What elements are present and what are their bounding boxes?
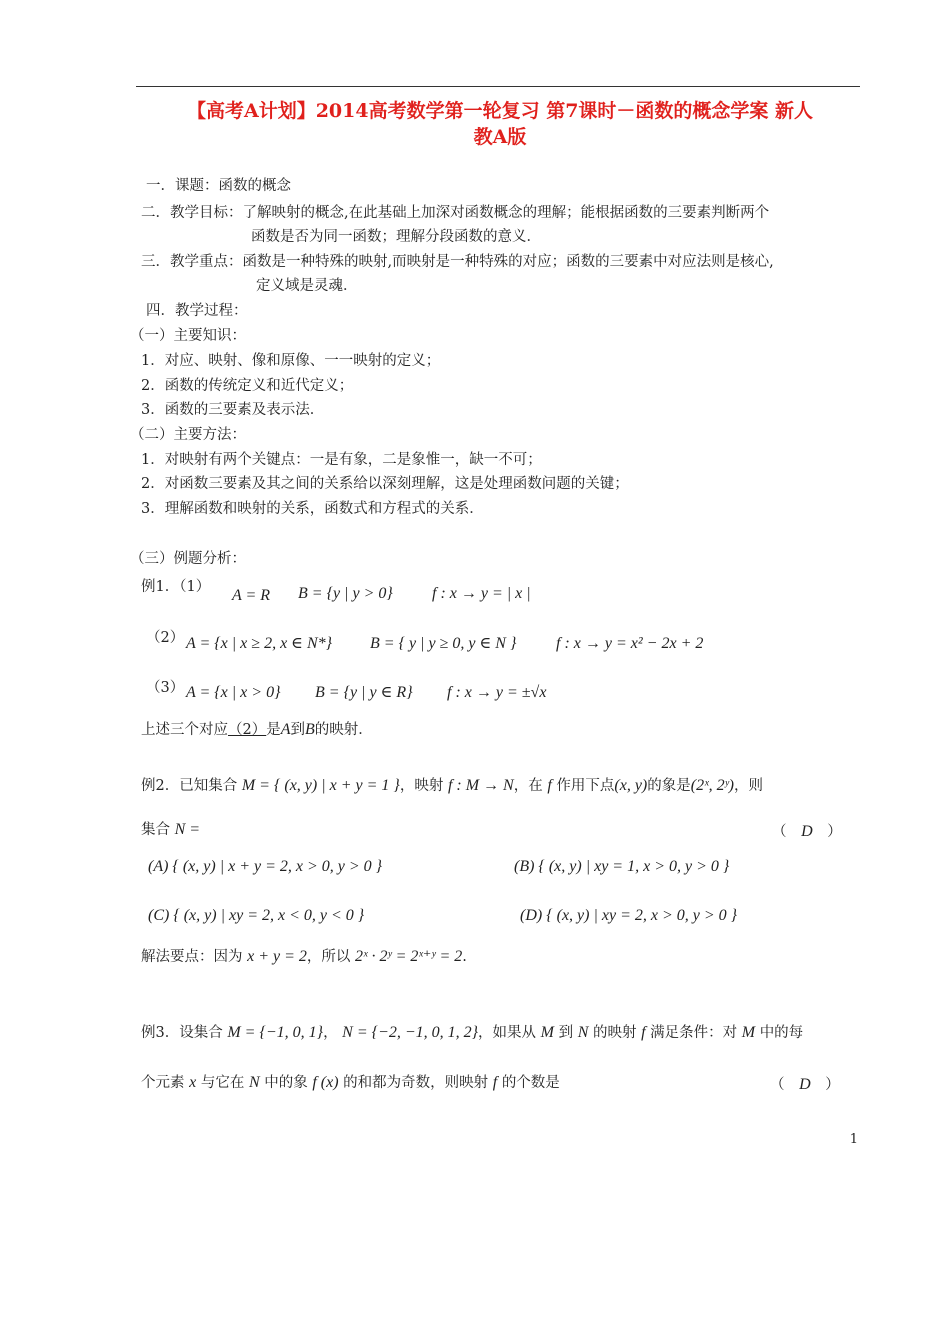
ex3-text-k: 的和都为奇数，则映射 (343, 1075, 489, 1091)
ex2-f: f (547, 777, 552, 794)
ex1-2-set-a: A = {x | x ≥ 2, x ∈ N*} (186, 635, 333, 652)
ex3-statement-line-2 (141, 1073, 560, 1093)
ex2-text-g: ，则 (734, 778, 763, 794)
ex2-text-e: 的象是 (647, 778, 691, 794)
ex3-paren-left: （ (770, 1077, 785, 1093)
header-rule (136, 86, 860, 87)
ex2-text-h: 集合 (141, 822, 170, 838)
ex2-set-m: M = { (x, y) | x + y = 1 } (241, 777, 400, 794)
ex2-solution-eq-1: x + y = 2 (247, 948, 307, 965)
section-goals-cont: 函数是否为同一函数；理解分段函数的意义． (251, 229, 541, 245)
knowledge-heading: （一）主要知识： (130, 328, 246, 344)
ex3-x-var: x (189, 1074, 197, 1091)
knowledge-item-2: 2．函数的传统定义和近代定义； (141, 378, 354, 394)
ex1-2-set-b: B = { y | y ≥ 0, y ∈ N } (370, 635, 517, 652)
ex2-point: (x, y) (614, 777, 648, 794)
ex2-solution-end: . (462, 949, 467, 965)
ex3-text-d: 的映射 (592, 1025, 637, 1041)
ex3-text-b: ，如果从 (478, 1025, 537, 1041)
ex1-3-map: f : x → y = ±√x (447, 684, 547, 701)
ex3-text-g: 中的每 (759, 1025, 804, 1041)
section-keypoints-cont: 定义域是灵魂． (256, 278, 358, 294)
ex1-2-label: （2） (146, 630, 185, 646)
ex1-2-map: f : x → y = x² − 2x + 2 (556, 635, 704, 652)
ex3-answer: D (799, 1076, 811, 1093)
ex3-statement-line-1: 例3．设集合 M = {−1, 0, 1}， N = {−2, −1, 0, 1, 2}，如果从 M 到 N 的映射 f 满足条件：对 M 中的每 (141, 1024, 804, 1041)
section-topic: 一．课题：函数的概念 (146, 178, 291, 194)
ex1-conclusion-text-2: 是 (266, 722, 281, 738)
ex2-statement-line-1 (141, 776, 763, 796)
ex2-image: (2ˣ, 2ʸ) (690, 777, 734, 794)
ex2-set-n: N = (174, 821, 201, 838)
ex2-text-c: ，在 (513, 778, 543, 794)
method-item-3: 3．理解函数和映射的关系，函数式和方程式的关系． (141, 501, 484, 517)
ex2-answer: D (801, 823, 813, 840)
ex3-f-var-2: f (492, 1074, 498, 1091)
method-item-1: 1．对映射有两个关键点：一是有象，二是象惟一，缺一不可； (141, 452, 542, 468)
ex1-set-b-var: B (305, 721, 315, 738)
title-line-2: 教A版 (473, 126, 527, 148)
ex3-text-h: 个元素 (141, 1075, 185, 1091)
ex2-text-a: 例2．已知集合 (141, 778, 238, 794)
ex2-text-d: 作用下点 (556, 778, 615, 794)
ex2-statement-line-2 (141, 820, 200, 840)
ex3-f: f (641, 1024, 646, 1041)
ex3-text-l: 的个数是 (501, 1075, 560, 1091)
knowledge-item-3: 3．函数的三要素及表示法． (141, 402, 325, 418)
method-item-2: 2．对函数三要素及其之间的关系给以深刻理解，这是处理函数问题的关键； (141, 476, 629, 492)
ex3-m-var: M (540, 1024, 554, 1041)
ex2-text-b: ，映射 (399, 778, 444, 794)
ex3-text-c: 到 (558, 1025, 574, 1041)
ex3-text-e: 满足条件：对 (650, 1025, 738, 1041)
section-keypoints: 三．教学重点：函数是一种特殊的映射,而映射是一种特殊的对应；函数的三要素中对应法则是核心, (141, 254, 774, 270)
ex1-label: 例1．（1） (141, 579, 211, 595)
ex3-n-var: N (577, 1024, 589, 1041)
ex3-answer-bracket (770, 1073, 840, 1094)
ex1-answer: （2） (228, 722, 267, 738)
ex2-solution-text: 解法要点：因为 (141, 949, 243, 965)
ex1-3-label: （3） (146, 680, 185, 696)
ex2-option-a: (A) { (x, y) | x + y = 2, x > 0, y > 0 } (148, 858, 383, 875)
ex2-paren-right: ） (827, 824, 842, 840)
ex2-answer-bracket (772, 820, 842, 841)
ex3-n-var-2: N (248, 1074, 260, 1091)
ex3-set-n: N = {−2, −1, 0, 1, 2} (342, 1024, 479, 1041)
ex1-1-set-b: B = {y | y > 0} (298, 585, 393, 602)
knowledge-item-1: 1．对应、映射、像和原像、一一映射的定义； (141, 353, 441, 369)
document-title (130, 98, 870, 150)
ex1-conclusion (141, 720, 373, 740)
ex3-m-var-2: M (741, 1024, 756, 1041)
ex1-1-set-a: A = R (232, 587, 271, 604)
ex1-1-map: f : x → y = | x | (432, 585, 531, 602)
ex2-solution (141, 947, 467, 967)
ex2-option-d: (D) { (x, y) | xy = 2, x > 0, y > 0 } (520, 907, 738, 924)
ex1-set-a-var: A (280, 721, 291, 738)
section-process: 四．教学过程： (146, 303, 248, 319)
ex3-text-i: 与它在 (200, 1075, 245, 1091)
ex2-solution-text-2: ，所以 (306, 949, 351, 965)
ex1-3-set-b: B = {y | y ∈ R} (315, 684, 413, 701)
ex2-solution-eq-2: 2ˣ · 2ʸ = 2ˣ⁺ʸ = 2 (355, 948, 463, 965)
ex3-text-a: 例3．设集合 (141, 1025, 223, 1041)
ex2-map: f : M → N (447, 777, 514, 794)
ex3-paren-right: ） (825, 1077, 840, 1093)
ex1-conclusion-text-4: 的映射． (314, 722, 373, 738)
ex3-text-j: 中的象 (264, 1075, 308, 1091)
ex1-conclusion-text-3: 到 (290, 722, 306, 738)
ex1-3-set-a: A = {x | x > 0} (186, 684, 281, 701)
ex2-option-b: (B) { (x, y) | xy = 1, x > 0, y > 0 } (514, 858, 730, 875)
ex1-conclusion-text: 上述三个对应 (141, 722, 228, 738)
title-line-1: 【高考A计划】2014高考数学第一轮复习 第7课时－函数的概念学案 新人 (186, 100, 814, 122)
ex3-set-m: M = {−1, 0, 1} (227, 1024, 324, 1041)
section-goals: 二．教学目标：了解映射的概念,在此基础上加深对函数概念的理解；能根据函数的三要素判断两个 (141, 205, 770, 221)
ex2-paren-left: （ (772, 824, 787, 840)
methods-heading: （二）主要方法： (130, 427, 246, 443)
page-number: 1 (849, 1132, 858, 1147)
ex2-option-c: (C) { (x, y) | xy = 2, x < 0, y < 0 } (148, 907, 365, 924)
examples-heading: （三）例题分析： (130, 551, 246, 567)
ex3-fx: f (x) (312, 1074, 339, 1091)
